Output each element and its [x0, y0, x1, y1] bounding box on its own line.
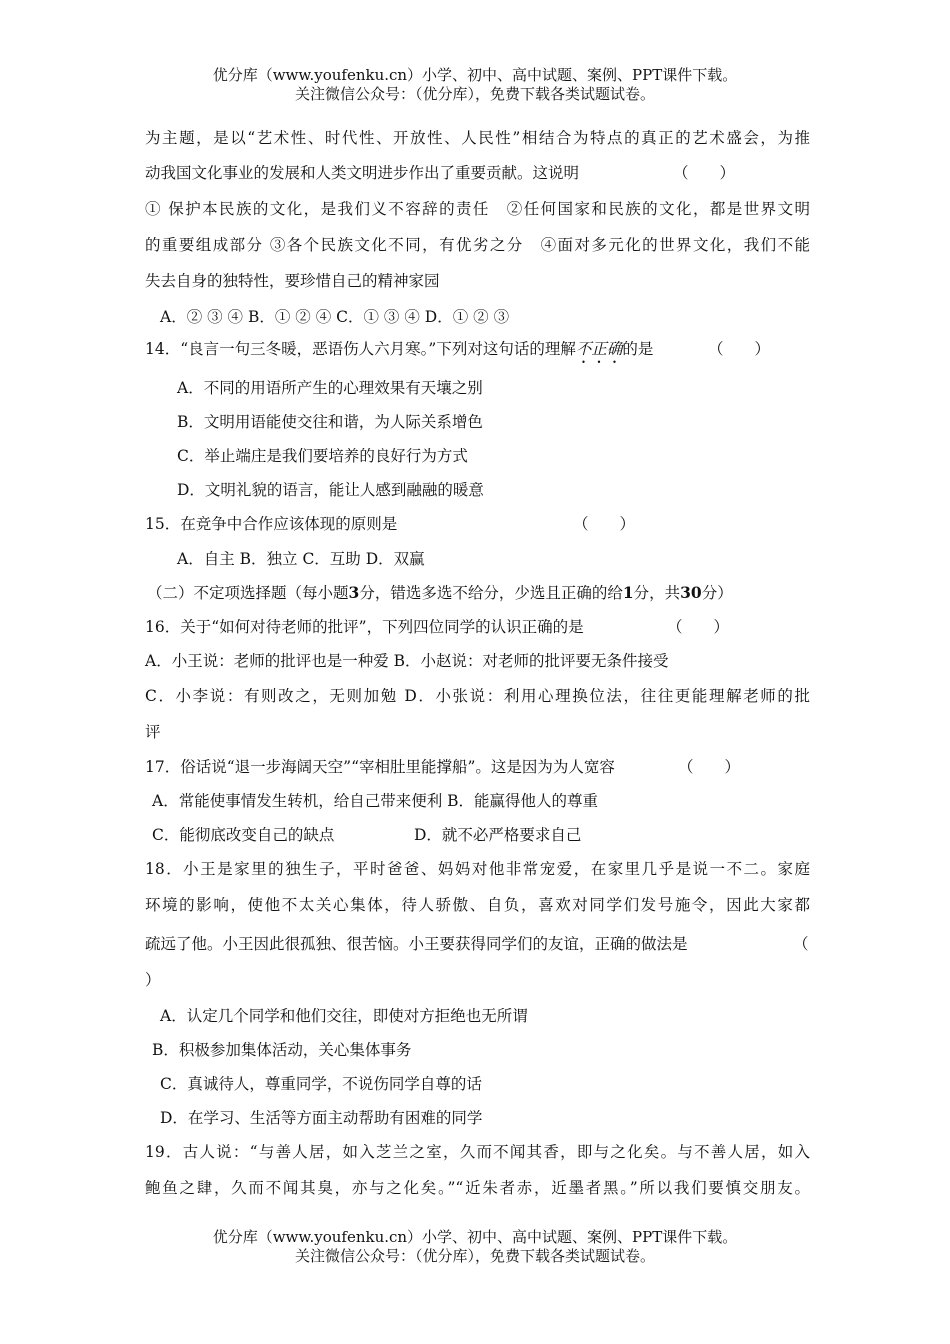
- q13-option-line-2: 的重要组成部分 ③各个民族文化不同，有优劣之分 ④面对多元化的世界文化，我们不能: [145, 236, 810, 254]
- q14-option-d: D．文明礼貌的语言，能让人感到融融的暖意: [177, 481, 484, 499]
- q15-answer-bracket: （ ）: [573, 515, 636, 533]
- q18-bracket-close: ）: [145, 971, 161, 989]
- q17-answer-bracket: （ ）: [678, 758, 741, 776]
- q15-stem-text: 15．在竞争中合作应该体现的原则是: [145, 515, 398, 533]
- q14-option-a: A．不同的用语所产生的心理效果有天壤之别: [177, 379, 483, 397]
- q17-options-cd: [152, 825, 817, 845]
- q13-answer-bracket: （ ）: [673, 164, 736, 182]
- page-header: [0, 66, 950, 104]
- q18-option-c: C．真诚待人，尊重同学，不说伤同学自尊的话: [160, 1075, 482, 1093]
- q16-answer-bracket: （ ）: [667, 618, 730, 636]
- q19-stem-line-1: 19．古人说：“与善人居，如入芝兰之室，久而不闻其香，即与之化矣。与不善人居，如入: [145, 1143, 810, 1161]
- header-line-1: 优分库（www.youfenku.cn）小学、初中、高中试题、案例、PPT课件下载。: [212, 66, 738, 84]
- q18-stem-line-2: 环境的影响，使他不太关心集体，待人骄傲、自负，喜欢对同学们发号施令，因此大家都: [145, 896, 810, 914]
- q18-option-a: A．认定几个同学和他们交往，即使对方拒绝也无所谓: [160, 1007, 528, 1025]
- q13-choices: A．② ③ ④ B．① ② ④ C．① ③ ④ D．① ② ③: [160, 308, 510, 326]
- q17-option-d: D．就不必严格要求自己: [414, 826, 582, 844]
- q16-stem: [145, 617, 810, 637]
- q13-stem-line-2: [145, 163, 810, 183]
- q17-stem: [145, 757, 810, 777]
- q14-stem-pre: 14．“良言一句三冬暖，恶语伤人六月寒。”下列对这句话的理解: [145, 340, 576, 358]
- section-2-heading: [147, 583, 812, 603]
- section-2-text-pre: （二）不定项选择题（每小题: [147, 584, 349, 602]
- q14-stem-post: 的是: [622, 340, 654, 358]
- q14-option-b: B．文明用语能使交往和谐，为人际关系增色: [177, 413, 483, 431]
- q17-stem-text: 17．俗话说“退一步海阔天空”“宰相肚里能撑船”。这是因为为人宽容: [145, 758, 615, 776]
- q14-option-c: C．举止端庄是我们要培养的良好行为方式: [177, 447, 468, 465]
- q19-stem-line-2: 鲍鱼之肆，久而不闻其臭，亦与之化矣。”“近朱者赤，近墨者黑。”所以我们要慎交朋友。: [145, 1179, 810, 1197]
- q18-stem-line-3-text: 疏远了他。小王因此很孤独、很苦恼。小王要获得同学们的友谊，正确的做法是: [145, 935, 688, 953]
- q16-stem-text: 16．关于“如何对待老师的批评”，下列四位同学的认识正确的是: [145, 618, 584, 636]
- q15-choices: A．自主 B．独立 C．互助 D．双赢: [177, 550, 425, 568]
- q13-stem-text: 动我国文化事业的发展和人类文明进步作出了重要贡献。这说明: [145, 164, 580, 182]
- q13-option-line-3: 失去自身的独特性，要珍惜自己的精神家园: [145, 272, 440, 290]
- q16-options-ab: A．小王说：老师的批评也是一种爱 B．小赵说：对老师的批评要无条件接受: [145, 652, 669, 670]
- footer-line-1: 优分库（www.youfenku.cn）小学、初中、高中试题、案例、PPT课件下载。: [212, 1228, 738, 1246]
- q15-stem: [145, 514, 810, 534]
- q14-stem-emphasis: 不正确: [575, 340, 623, 358]
- section-2-text-post: 分）: [701, 584, 733, 602]
- q16-options-cd-line-1: C．小李说：有则改之，无则加勉 D．小张说：利用心理换位法，往往更能理解老师的批: [145, 687, 810, 705]
- q17-option-c: C．能彻底改变自己的缺点: [152, 826, 335, 844]
- section-2-points-each: 3: [348, 583, 360, 602]
- q13-stem-line-1: 为主题，是以“艺术性、时代性、开放性、人民性”相结合为特点的真正的艺术盛会，为推: [145, 129, 810, 147]
- q17-options-ab: A．常能使事情发生转机，给自己带来便利 B．能赢得他人的尊重: [152, 792, 599, 810]
- q18-option-b: B．积极参加集体活动，关心集体事务: [152, 1041, 412, 1059]
- section-2-points-partial: 1: [622, 583, 634, 602]
- q13-option-line-1: ① 保护本民族的文化，是我们义不容辞的责任 ②任何国家和民族的文化，都是世界文明: [145, 200, 810, 218]
- q14-stem: [145, 339, 810, 367]
- footer-line-2: 关注微信公众号：（优分库），免费下载各类试题试卷。: [294, 1247, 655, 1265]
- q16-options-cd-line-2: 评: [145, 723, 161, 741]
- q14-answer-bracket: （ ）: [708, 340, 771, 358]
- header-line-2: 关注微信公众号：（优分库），免费下载各类试题试卷。: [294, 85, 655, 103]
- q18-stem-line-1: 18．小王是家里的独生子，平时爸爸、妈妈对他非常宠爱，在家里几乎是说一不二。家庭: [145, 860, 810, 878]
- section-2-text-mid2: 分，共: [633, 584, 681, 602]
- section-2-points-total: 30: [680, 583, 702, 602]
- q18-option-d: D．在学习、生活等方面主动帮助有困难的同学: [160, 1109, 483, 1127]
- q18-bracket-open: （: [793, 935, 809, 953]
- page-footer: [0, 1228, 950, 1266]
- q18-stem-line-3: [145, 934, 810, 954]
- section-2-text-mid1: 分，错选多选不给分，少选且正确的给: [359, 584, 623, 602]
